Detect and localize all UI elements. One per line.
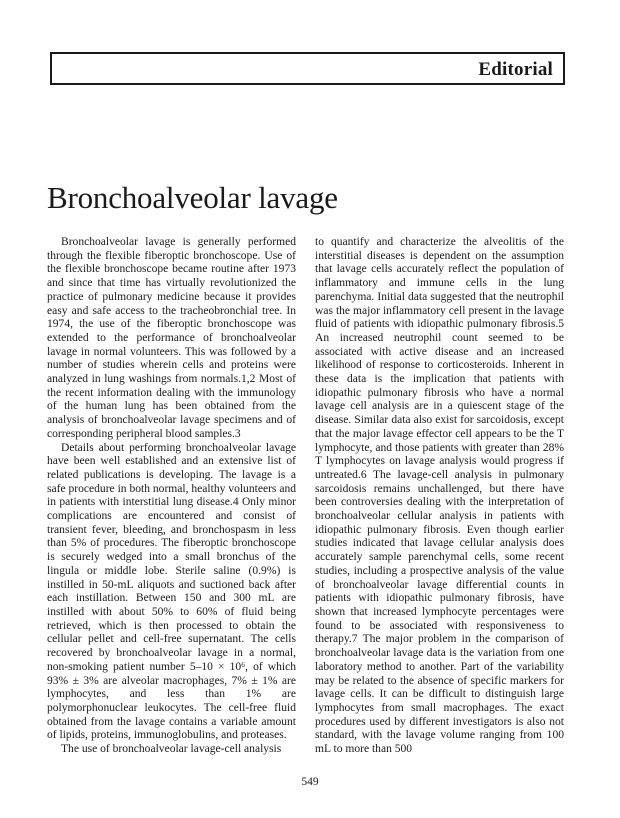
article-title: Bronchoalveolar lavage bbox=[47, 180, 338, 215]
body-column-left bbox=[47, 236, 296, 757]
paragraph: Bronchoalveolar lavage is generally performed through the flexible fiberoptic bronchoscope. Use of the flexible bronchoscope became routine after 1973 and since that time has virtually revolutionized the practice of pulmonary medicine because it provides easy and safe access to the tracheobronchial tree. In 1974, the use of the fiberoptic bronchoscope was extended to the performance of bronchoalveolar lavage in normal volunteers. This was followed by a number of studies wherein cells and proteins were analyzed in lung washings from normals.1,2 Most of the recent information dealing with the immunology of the human lung has been obtained from the analysis of bronchoalveolar lavage specimens and of corresponding peripheral blood samples.3 bbox=[47, 236, 296, 440]
section-header-box bbox=[50, 52, 565, 85]
paragraph: Details about performing bronchoalveolar lavage have been well established and an extensive list of related publications is developing. The lavage is a safe procedure in both normal, healthy volunteers and in patients with interstitial lung disease.4 Only minor complications are encountered and consist of transient fever, bleeding, and bronchospasm in less than 5% of procedures. The fiberoptic bronchoscope is securely wedged into a small bronchus of the lingula or middle lobe. Sterile saline (0.9%) is instilled in 50-mL aliquots and suctioned back after each instillation. Between 150 and 300 mL are instilled with about 50% to 60% of fluid being retrieved, which is then processed to obtain the cellular pellet and cell-free supernatant. The cells recovered by bronchoalveolar lavage in a normal, non-smoking patient number 5–10 × 10⁶, of which 93% ± 3% are alveolar macrophages, 7% ± 1% are lymphocytes, and less than 1% are polymorphonuclear leukocytes. The cell-free fluid obtained from the lavage contains a variable amount of lipids, proteins, immunoglobulins, and proteases. bbox=[47, 441, 296, 742]
paragraph: to quantify and characterize the alveolitis of the interstitial diseases is dependent on the assumption that lavage cells accurately reflect the population of inflammatory and immune cells in the lung parenchyma. Initial data suggested that the neutrophil was the major inflammatory cell present in the lavage fluid of patients with idiopathic pulmonary fibrosis.5 An increased neutrophil count seemed to be associated with active disease and an increased likelihood of response to corticosteroids. Inherent in these data is the implication that patients with idiopathic pulmonary fibrosis who have a normal lavage cell analysis are in a quiescent stage of the disease. Similar data also exist for sarcoidosis, except that the major lavage effector cell appears to be the T lymphocyte, and those patients with greater than 28% T lymphocytes on lavage analysis would progress if untreated.6 The lavage-cell analysis in pulmonary sarcoidosis remains unchallenged, but there have been controversies dealing with the interpretation of bronchoalveolar cellular analysis in patients with idiopathic pulmonary fibrosis. Even though earlier studies indicated that lavage cellular analysis does accurately sample parenchymal cells, some recent studies, including a prospective analysis of the value of bronchoalveolar lavage differential counts in patients with idiopathic pulmonary fibrosis, have shown that increased lymphocyte percentages were found to be associated with responsiveness to therapy.7 The major problem in the comparison of bronchoalveolar lavage data is the variation from one laboratory method to another. Part of the variability may be related to the absence of specific markers for lavage cells. It can be difficult to distinguish large lymphocytes from small macrophages. The exact procedures used by different investigators is also not standard, with the lavage volume ranging from 100 mL to more than 500 bbox=[315, 236, 564, 756]
paragraph: The use of bronchoalveolar lavage-cell analysis bbox=[61, 743, 282, 756]
section-label: Editorial bbox=[478, 59, 553, 80]
body-column-right bbox=[315, 236, 564, 757]
page-number: 549 bbox=[301, 776, 319, 788]
